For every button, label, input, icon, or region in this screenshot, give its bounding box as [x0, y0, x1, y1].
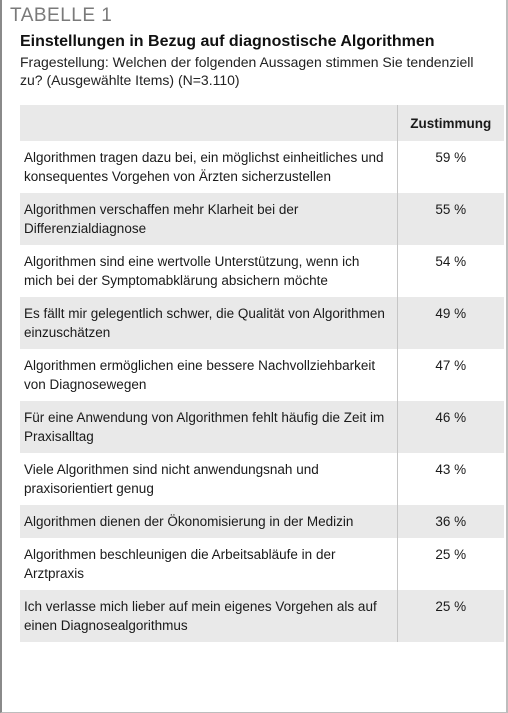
zustimmung-cell: 43 % [397, 453, 504, 505]
zustimmung-cell: 46 % [397, 401, 504, 453]
table-row [20, 193, 504, 245]
zustimmung-cell: 36 % [397, 505, 504, 538]
table-subtitle: Fragestellung: Welchen der folgenden Aussagen stimmen Sie tendenziell zu? (Ausgewählte Items) (N=3.110) [20, 54, 474, 88]
statement-cell: Algorithmen verschaffen mehr Klarheit bei der Differenzialdiagnose [20, 193, 397, 245]
table-row [20, 590, 504, 642]
survey-table [20, 105, 504, 642]
table-row [20, 505, 504, 538]
statement-cell: Ich verlasse mich lieber auf mein eigenes Vorgehen als auf einen Diagnosealgorithmus [20, 590, 397, 642]
zustimmung-cell: 25 % [397, 590, 504, 642]
statement-cell: Algorithmen tragen dazu bei, ein möglichst einheitliches und konsequentes Vorgehen von Ärzten sicherzustellen [20, 141, 397, 193]
statement-cell: Viele Algorithmen sind nicht anwendungsnah und praxisorientiert genug [20, 453, 397, 505]
zustimmung-cell: 55 % [397, 193, 504, 245]
zustimmung-cell: 47 % [397, 349, 504, 401]
statement-cell: Algorithmen sind eine wertvolle Unterstützung, wenn ich mich bei der Symptomabklärung absichern möchte [20, 245, 397, 297]
statement-cell: Es fällt mir gelegentlich schwer, die Qualität von Algorithmen einzuschätzen [20, 297, 397, 349]
table-row [20, 349, 504, 401]
table-row [20, 297, 504, 349]
table-header-row [20, 105, 504, 141]
table-row [20, 453, 504, 505]
header-zustimmung: Zustimmung [397, 105, 504, 141]
statement-cell: Algorithmen ermöglichen eine bessere Nachvollziehbarkeit von Diagnosewegen [20, 349, 397, 401]
table-row [20, 401, 504, 453]
table-row [20, 245, 504, 297]
zustimmung-cell: 49 % [397, 297, 504, 349]
table-row [20, 538, 504, 590]
table-label: TABELLE 1 [10, 5, 113, 26]
header-statement [20, 105, 397, 141]
table-row [20, 141, 504, 193]
statement-cell: Algorithmen beschleunigen die Arbeitsabläufe in der Arztpraxis [20, 538, 397, 590]
table-title: Einstellungen in Bezug auf diagnostische Algorithmen [20, 33, 435, 50]
statement-cell: Für eine Anwendung von Algorithmen fehlt häufig die Zeit im Praxisalltag [20, 401, 397, 453]
statement-cell: Algorithmen dienen der Ökonomisierung in der Medizin [20, 505, 397, 538]
zustimmung-cell: 59 % [397, 141, 504, 193]
zustimmung-cell: 54 % [397, 245, 504, 297]
zustimmung-cell: 25 % [397, 538, 504, 590]
